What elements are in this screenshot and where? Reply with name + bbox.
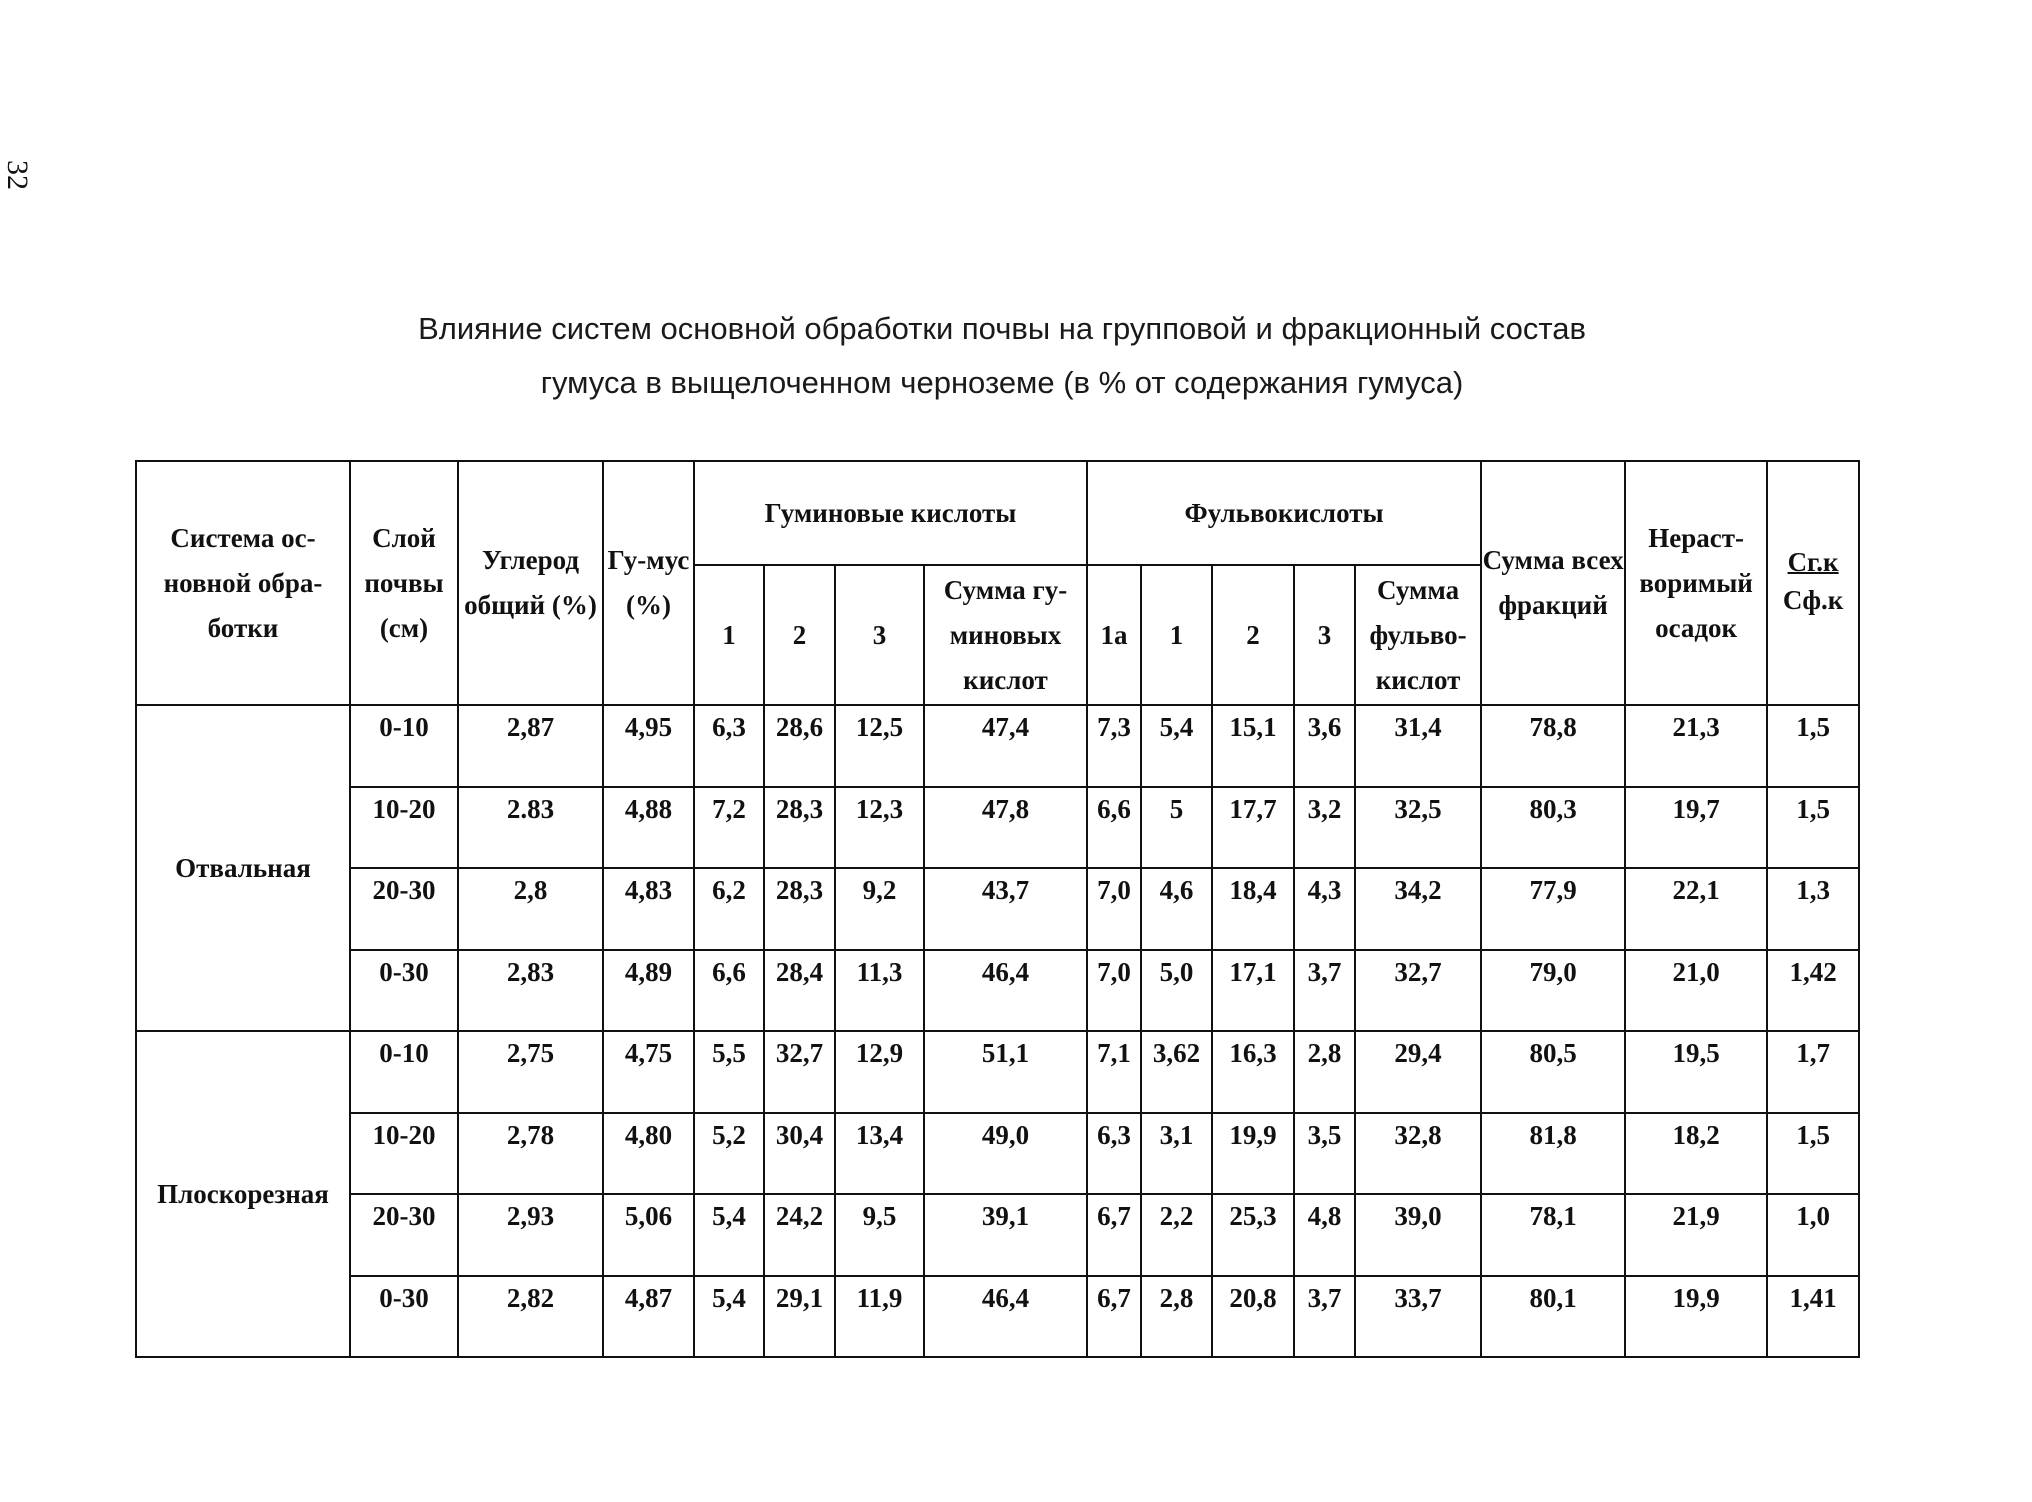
- cell-fulvic-1: 3,62: [1141, 1031, 1212, 1113]
- cell-fulvic-1a: 7,1: [1087, 1031, 1141, 1113]
- table-body: [136, 705, 1859, 1357]
- cell-sum-all: 79,0: [1481, 950, 1625, 1032]
- cell-layer: 0-10: [350, 1031, 458, 1113]
- cell-humus: 4,80: [603, 1113, 694, 1195]
- cell-fulvic-1: 4,6: [1141, 868, 1212, 950]
- cell-fulvic-sum: 32,5: [1355, 787, 1481, 869]
- cell-humic-2: 28,3: [764, 787, 835, 869]
- header-humic-1: 1: [694, 565, 764, 705]
- table-row: [136, 950, 1859, 1032]
- cell-humic-2: 29,1: [764, 1276, 835, 1358]
- cell-fulvic-1a: 7,0: [1087, 868, 1141, 950]
- cell-humus: 4,87: [603, 1276, 694, 1358]
- cell-humic-3: 12,9: [835, 1031, 924, 1113]
- header-carbon: Углерод общий (%): [458, 461, 603, 705]
- cell-humic-1: 6,2: [694, 868, 764, 950]
- cell-fulvic-2: 18,4: [1212, 868, 1294, 950]
- cell-humic-2: 28,6: [764, 705, 835, 787]
- cell-fulvic-1: 5,4: [1141, 705, 1212, 787]
- cell-sum-all: 81,8: [1481, 1113, 1625, 1195]
- cell-residue: 18,2: [1625, 1113, 1767, 1195]
- header-humic-2: 2: [764, 565, 835, 705]
- cell-humic-3: 12,5: [835, 705, 924, 787]
- cell-humic-1: 5,4: [694, 1276, 764, 1358]
- cell-fulvic-1: 5: [1141, 787, 1212, 869]
- cell-residue: 19,5: [1625, 1031, 1767, 1113]
- cell-sum-all: 78,8: [1481, 705, 1625, 787]
- cell-residue: 19,9: [1625, 1276, 1767, 1358]
- cell-fulvic-3: 3,6: [1294, 705, 1355, 787]
- cell-ratio: 1,42: [1767, 950, 1859, 1032]
- cell-residue: 22,1: [1625, 868, 1767, 950]
- cell-carbon: 2,93: [458, 1194, 603, 1276]
- cell-humic-3: 11,9: [835, 1276, 924, 1358]
- cell-humic-3: 11,3: [835, 950, 924, 1032]
- cell-humic-sum: 46,4: [924, 950, 1087, 1032]
- cell-humus: 4,89: [603, 950, 694, 1032]
- cell-sum-all: 80,5: [1481, 1031, 1625, 1113]
- cell-fulvic-3: 4,3: [1294, 868, 1355, 950]
- cell-fulvic-3: 2,8: [1294, 1031, 1355, 1113]
- cell-humic-1: 5,4: [694, 1194, 764, 1276]
- cell-humus: 4,83: [603, 868, 694, 950]
- cell-fulvic-2: 20,8: [1212, 1276, 1294, 1358]
- system-cell: Плоскорезная: [136, 1031, 350, 1357]
- cell-humus: 5,06: [603, 1194, 694, 1276]
- table-title: [0, 302, 2032, 410]
- cell-fulvic-1: 5,0: [1141, 950, 1212, 1032]
- cell-carbon: 2,75: [458, 1031, 603, 1113]
- cell-residue: 21,9: [1625, 1194, 1767, 1276]
- cell-fulvic-1: 3,1: [1141, 1113, 1212, 1195]
- header-sum-all-fractions: Сумма всех фракций: [1481, 461, 1625, 705]
- header-fulvic-1a: 1а: [1087, 565, 1141, 705]
- cell-humic-sum: 47,4: [924, 705, 1087, 787]
- table-row: [136, 1113, 1859, 1195]
- header-humic-3: 3: [835, 565, 924, 705]
- cell-fulvic-2: 17,7: [1212, 787, 1294, 869]
- cell-humus: 4,95: [603, 705, 694, 787]
- cell-fulvic-3: 3,5: [1294, 1113, 1355, 1195]
- cell-humic-sum: 47,8: [924, 787, 1087, 869]
- cell-humic-1: 6,3: [694, 705, 764, 787]
- cell-humic-2: 24,2: [764, 1194, 835, 1276]
- title-line-1: Влияние систем основной обработки почвы на групповой и фракционный состав: [418, 311, 1586, 346]
- cell-fulvic-sum: 32,7: [1355, 950, 1481, 1032]
- cell-humic-2: 32,7: [764, 1031, 835, 1113]
- cell-ratio: 1,5: [1767, 1113, 1859, 1195]
- page-number: 32: [1, 160, 34, 190]
- cell-fulvic-3: 3,7: [1294, 1276, 1355, 1358]
- cell-humic-1: 5,5: [694, 1031, 764, 1113]
- cell-sum-all: 80,3: [1481, 787, 1625, 869]
- header-fulvic-3: 3: [1294, 565, 1355, 705]
- table-header: [136, 461, 1859, 705]
- cell-residue: 21,0: [1625, 950, 1767, 1032]
- cell-fulvic-sum: 32,8: [1355, 1113, 1481, 1195]
- title-line-2: гумуса в выщелоченном черноземе (в % от содержания гумуса): [540, 365, 1464, 400]
- humus-composition-table: [135, 460, 1860, 1358]
- cell-carbon: 2,83: [458, 950, 603, 1032]
- cell-fulvic-sum: 33,7: [1355, 1276, 1481, 1358]
- cell-sum-all: 78,1: [1481, 1194, 1625, 1276]
- cell-fulvic-3: 3,7: [1294, 950, 1355, 1032]
- cell-fulvic-1: 2,8: [1141, 1276, 1212, 1358]
- table-row: [136, 705, 1859, 787]
- header-fulvic-sum: Сумма фульво-кислот: [1355, 565, 1481, 705]
- header-humus: Гу-мус (%): [603, 461, 694, 705]
- cell-humic-3: 9,2: [835, 868, 924, 950]
- cell-layer: 10-20: [350, 787, 458, 869]
- cell-fulvic-sum: 29,4: [1355, 1031, 1481, 1113]
- cell-humic-sum: 43,7: [924, 868, 1087, 950]
- cell-carbon: 2,8: [458, 868, 603, 950]
- header-fulvic-1: 1: [1141, 565, 1212, 705]
- cell-sum-all: 77,9: [1481, 868, 1625, 950]
- header-fulvic-2: 2: [1212, 565, 1294, 705]
- header-fulvic-acids: Фульвокислоты: [1087, 461, 1481, 565]
- cell-layer: 20-30: [350, 1194, 458, 1276]
- cell-carbon: 2,82: [458, 1276, 603, 1358]
- cell-carbon: 2,78: [458, 1113, 603, 1195]
- cell-fulvic-1: 2,2: [1141, 1194, 1212, 1276]
- cell-humic-1: 6,6: [694, 950, 764, 1032]
- cell-ratio: 1,7: [1767, 1031, 1859, 1113]
- cell-layer: 0-30: [350, 1276, 458, 1358]
- cell-fulvic-1a: 7,0: [1087, 950, 1141, 1032]
- cell-layer: 10-20: [350, 1113, 458, 1195]
- cell-ratio: 1,5: [1767, 787, 1859, 869]
- cell-ratio: 1,41: [1767, 1276, 1859, 1358]
- table-row: [136, 1276, 1859, 1358]
- cell-humic-sum: 46,4: [924, 1276, 1087, 1358]
- cell-fulvic-1a: 6,7: [1087, 1194, 1141, 1276]
- cell-ratio: 1,3: [1767, 868, 1859, 950]
- cell-fulvic-sum: 39,0: [1355, 1194, 1481, 1276]
- cell-layer: 20-30: [350, 868, 458, 950]
- cell-humic-2: 28,3: [764, 868, 835, 950]
- cell-carbon: 2,87: [458, 705, 603, 787]
- cell-humic-sum: 39,1: [924, 1194, 1087, 1276]
- cell-residue: 21,3: [1625, 705, 1767, 787]
- cell-humic-3: 12,3: [835, 787, 924, 869]
- header-ratio: [1767, 461, 1859, 705]
- cell-fulvic-2: 17,1: [1212, 950, 1294, 1032]
- header-humic-acids: Гуминовые кислоты: [694, 461, 1087, 565]
- cell-residue: 19,7: [1625, 787, 1767, 869]
- cell-ratio: 1,0: [1767, 1194, 1859, 1276]
- ratio-denominator: Сф.к: [1782, 585, 1844, 615]
- header-system: Система ос-новной обра-ботки: [136, 461, 350, 705]
- system-cell: Отвальная: [136, 705, 350, 1031]
- cell-fulvic-2: 19,9: [1212, 1113, 1294, 1195]
- cell-humus: 4,75: [603, 1031, 694, 1113]
- cell-fulvic-sum: 31,4: [1355, 705, 1481, 787]
- header-insoluble-residue: Нераст-воримый осадок: [1625, 461, 1767, 705]
- cell-fulvic-3: 3,2: [1294, 787, 1355, 869]
- cell-humic-sum: 51,1: [924, 1031, 1087, 1113]
- cell-layer: 0-10: [350, 705, 458, 787]
- table-row: [136, 1194, 1859, 1276]
- cell-ratio: 1,5: [1767, 705, 1859, 787]
- table-row: [136, 868, 1859, 950]
- cell-fulvic-1a: 6,3: [1087, 1113, 1141, 1195]
- cell-humic-2: 30,4: [764, 1113, 835, 1195]
- cell-sum-all: 80,1: [1481, 1276, 1625, 1358]
- cell-humic-3: 9,5: [835, 1194, 924, 1276]
- cell-humic-sum: 49,0: [924, 1113, 1087, 1195]
- cell-humic-2: 28,4: [764, 950, 835, 1032]
- table-row: [136, 787, 1859, 869]
- cell-fulvic-sum: 34,2: [1355, 868, 1481, 950]
- cell-fulvic-1a: 7,3: [1087, 705, 1141, 787]
- cell-humic-1: 7,2: [694, 787, 764, 869]
- cell-fulvic-2: 15,1: [1212, 705, 1294, 787]
- cell-layer: 0-30: [350, 950, 458, 1032]
- cell-fulvic-1a: 6,6: [1087, 787, 1141, 869]
- cell-fulvic-2: 16,3: [1212, 1031, 1294, 1113]
- ratio-numerator: Сг.к: [1787, 547, 1839, 577]
- ratio-fraction: [1783, 543, 1844, 619]
- table-row: [136, 1031, 1859, 1113]
- header-layer: Слой почвы (см): [350, 461, 458, 705]
- cell-fulvic-3: 4,8: [1294, 1194, 1355, 1276]
- cell-carbon: 2.83: [458, 787, 603, 869]
- cell-fulvic-2: 25,3: [1212, 1194, 1294, 1276]
- cell-humic-3: 13,4: [835, 1113, 924, 1195]
- cell-fulvic-1a: 6,7: [1087, 1276, 1141, 1358]
- cell-humic-1: 5,2: [694, 1113, 764, 1195]
- header-humic-sum: Сумма гу-миновых кислот: [924, 565, 1087, 705]
- cell-humus: 4,88: [603, 787, 694, 869]
